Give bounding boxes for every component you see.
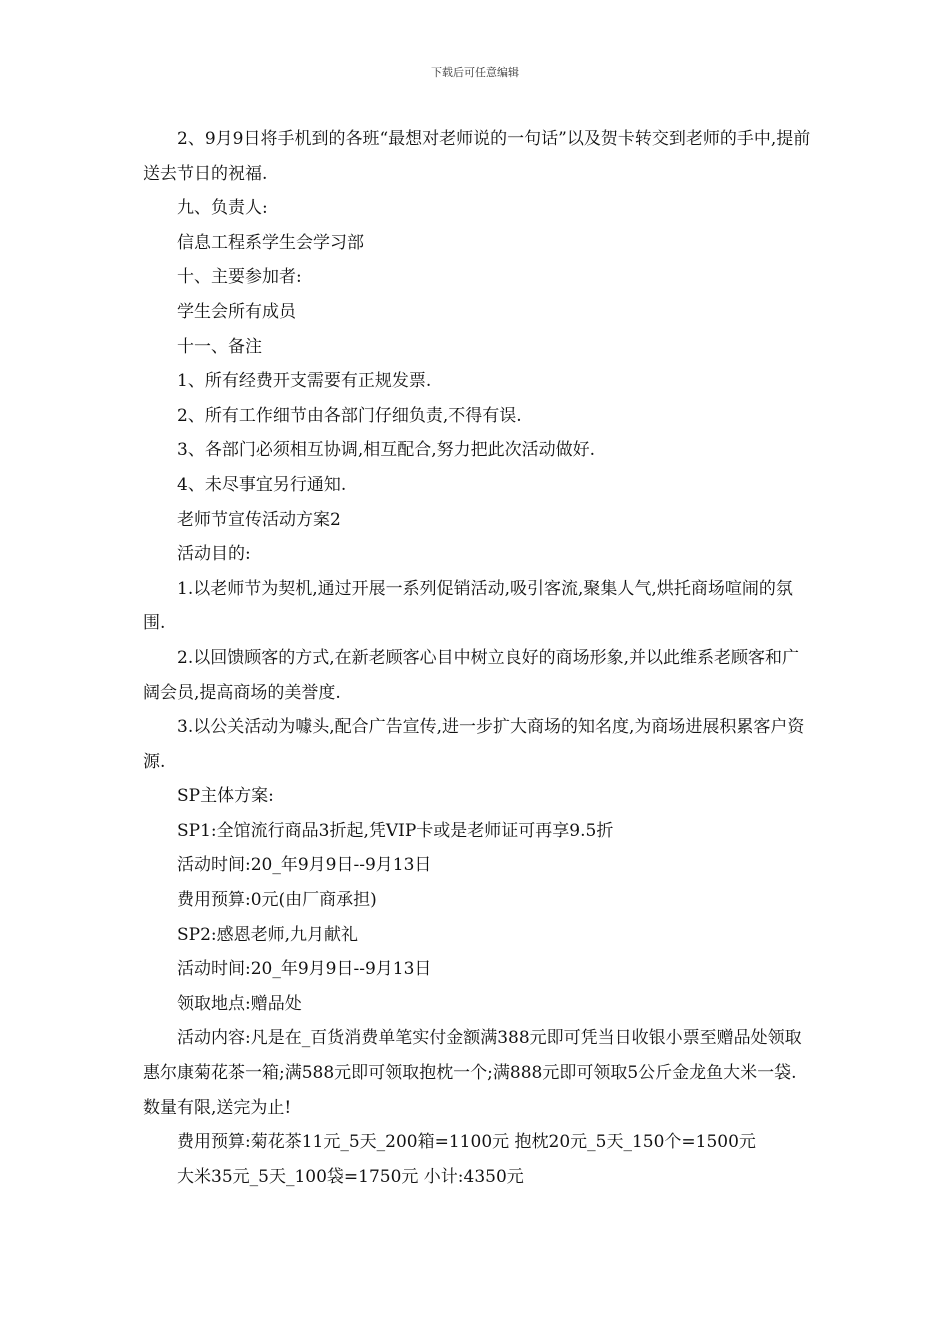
section-title: 老师节宣传活动方案2	[177, 509, 341, 530]
paragraph: 2、9月9日将手机到的各班“最想对老师说的一句话”以及贺卡转交到老师的手中,提前送去节日的祝福.	[143, 129, 811, 184]
paragraph: 学生会所有成员	[177, 301, 296, 322]
paragraph: 十一、备注	[177, 336, 262, 357]
paragraph: SP1:全馆流行商品3折起,凭VIP卡或是老师证可再享9.5折	[177, 820, 614, 841]
page-header: 下载后可任意编辑	[431, 66, 519, 79]
paragraph: 2.以回馈顾客的方式,在新老顾客心目中树立良好的商场形象,并以此维系老顾客和广阔会员,提高商场的美誉度.	[143, 647, 800, 703]
paragraph: 4、未尽事宜另行通知.	[177, 474, 347, 495]
paragraph: 费用预算:菊花茶11元_5天_200箱=1100元 抱枕20元_5天_150个=1500元	[177, 1132, 756, 1153]
paragraph: 2、所有工作细节由各部门仔细负责,不得有误.	[177, 405, 522, 426]
paragraph: SP主体方案:	[177, 786, 274, 807]
paragraph: 十、主要参加者:	[177, 267, 302, 288]
paragraph: 活动时间:20_年9月9日--9月13日	[177, 959, 432, 980]
paragraph: 活动目的:	[177, 544, 251, 565]
paragraph: 信息工程系学生会学习部	[177, 232, 364, 253]
paragraph: 九、负责人:	[177, 198, 268, 219]
paragraph: 3、各部门必须相互协调,相互配合,努力把此次活动做好.	[177, 440, 596, 461]
paragraph: 1.以老师节为契机,通过开展一系列促销活动,吸引客流,聚集人气,烘托商场喧闹的氛围.	[143, 578, 793, 634]
paragraph: 活动内容:凡是在_百货消费单笔实付金额满388元即可凭当日收银小票至赠品处领取惠尔康菊花茶一箱;满588元即可领取抱枕一个;满888元即可领取5公斤金龙鱼大米一袋.数量有限,送完为止!	[143, 1028, 802, 1118]
paragraph: 3.以公关活动为噱头,配合广告宣传,进一步扩大商场的知名度,为商场进展积累客户资源.	[143, 717, 805, 772]
paragraph: 费用预算:0元(由厂商承担)	[177, 890, 377, 911]
paragraph: 活动时间:20_年9月9日--9月13日	[177, 855, 432, 876]
paragraph: 1、所有经费开支需要有正规发票.	[177, 371, 432, 392]
paragraph: 大米35元_5天_100袋=1750元 小计:4350元	[177, 1166, 524, 1187]
paragraph: 领取地点:赠品处	[177, 993, 302, 1014]
paragraph: SP2:感恩老师,九月献礼	[177, 924, 359, 945]
document-body	[143, 122, 811, 1194]
